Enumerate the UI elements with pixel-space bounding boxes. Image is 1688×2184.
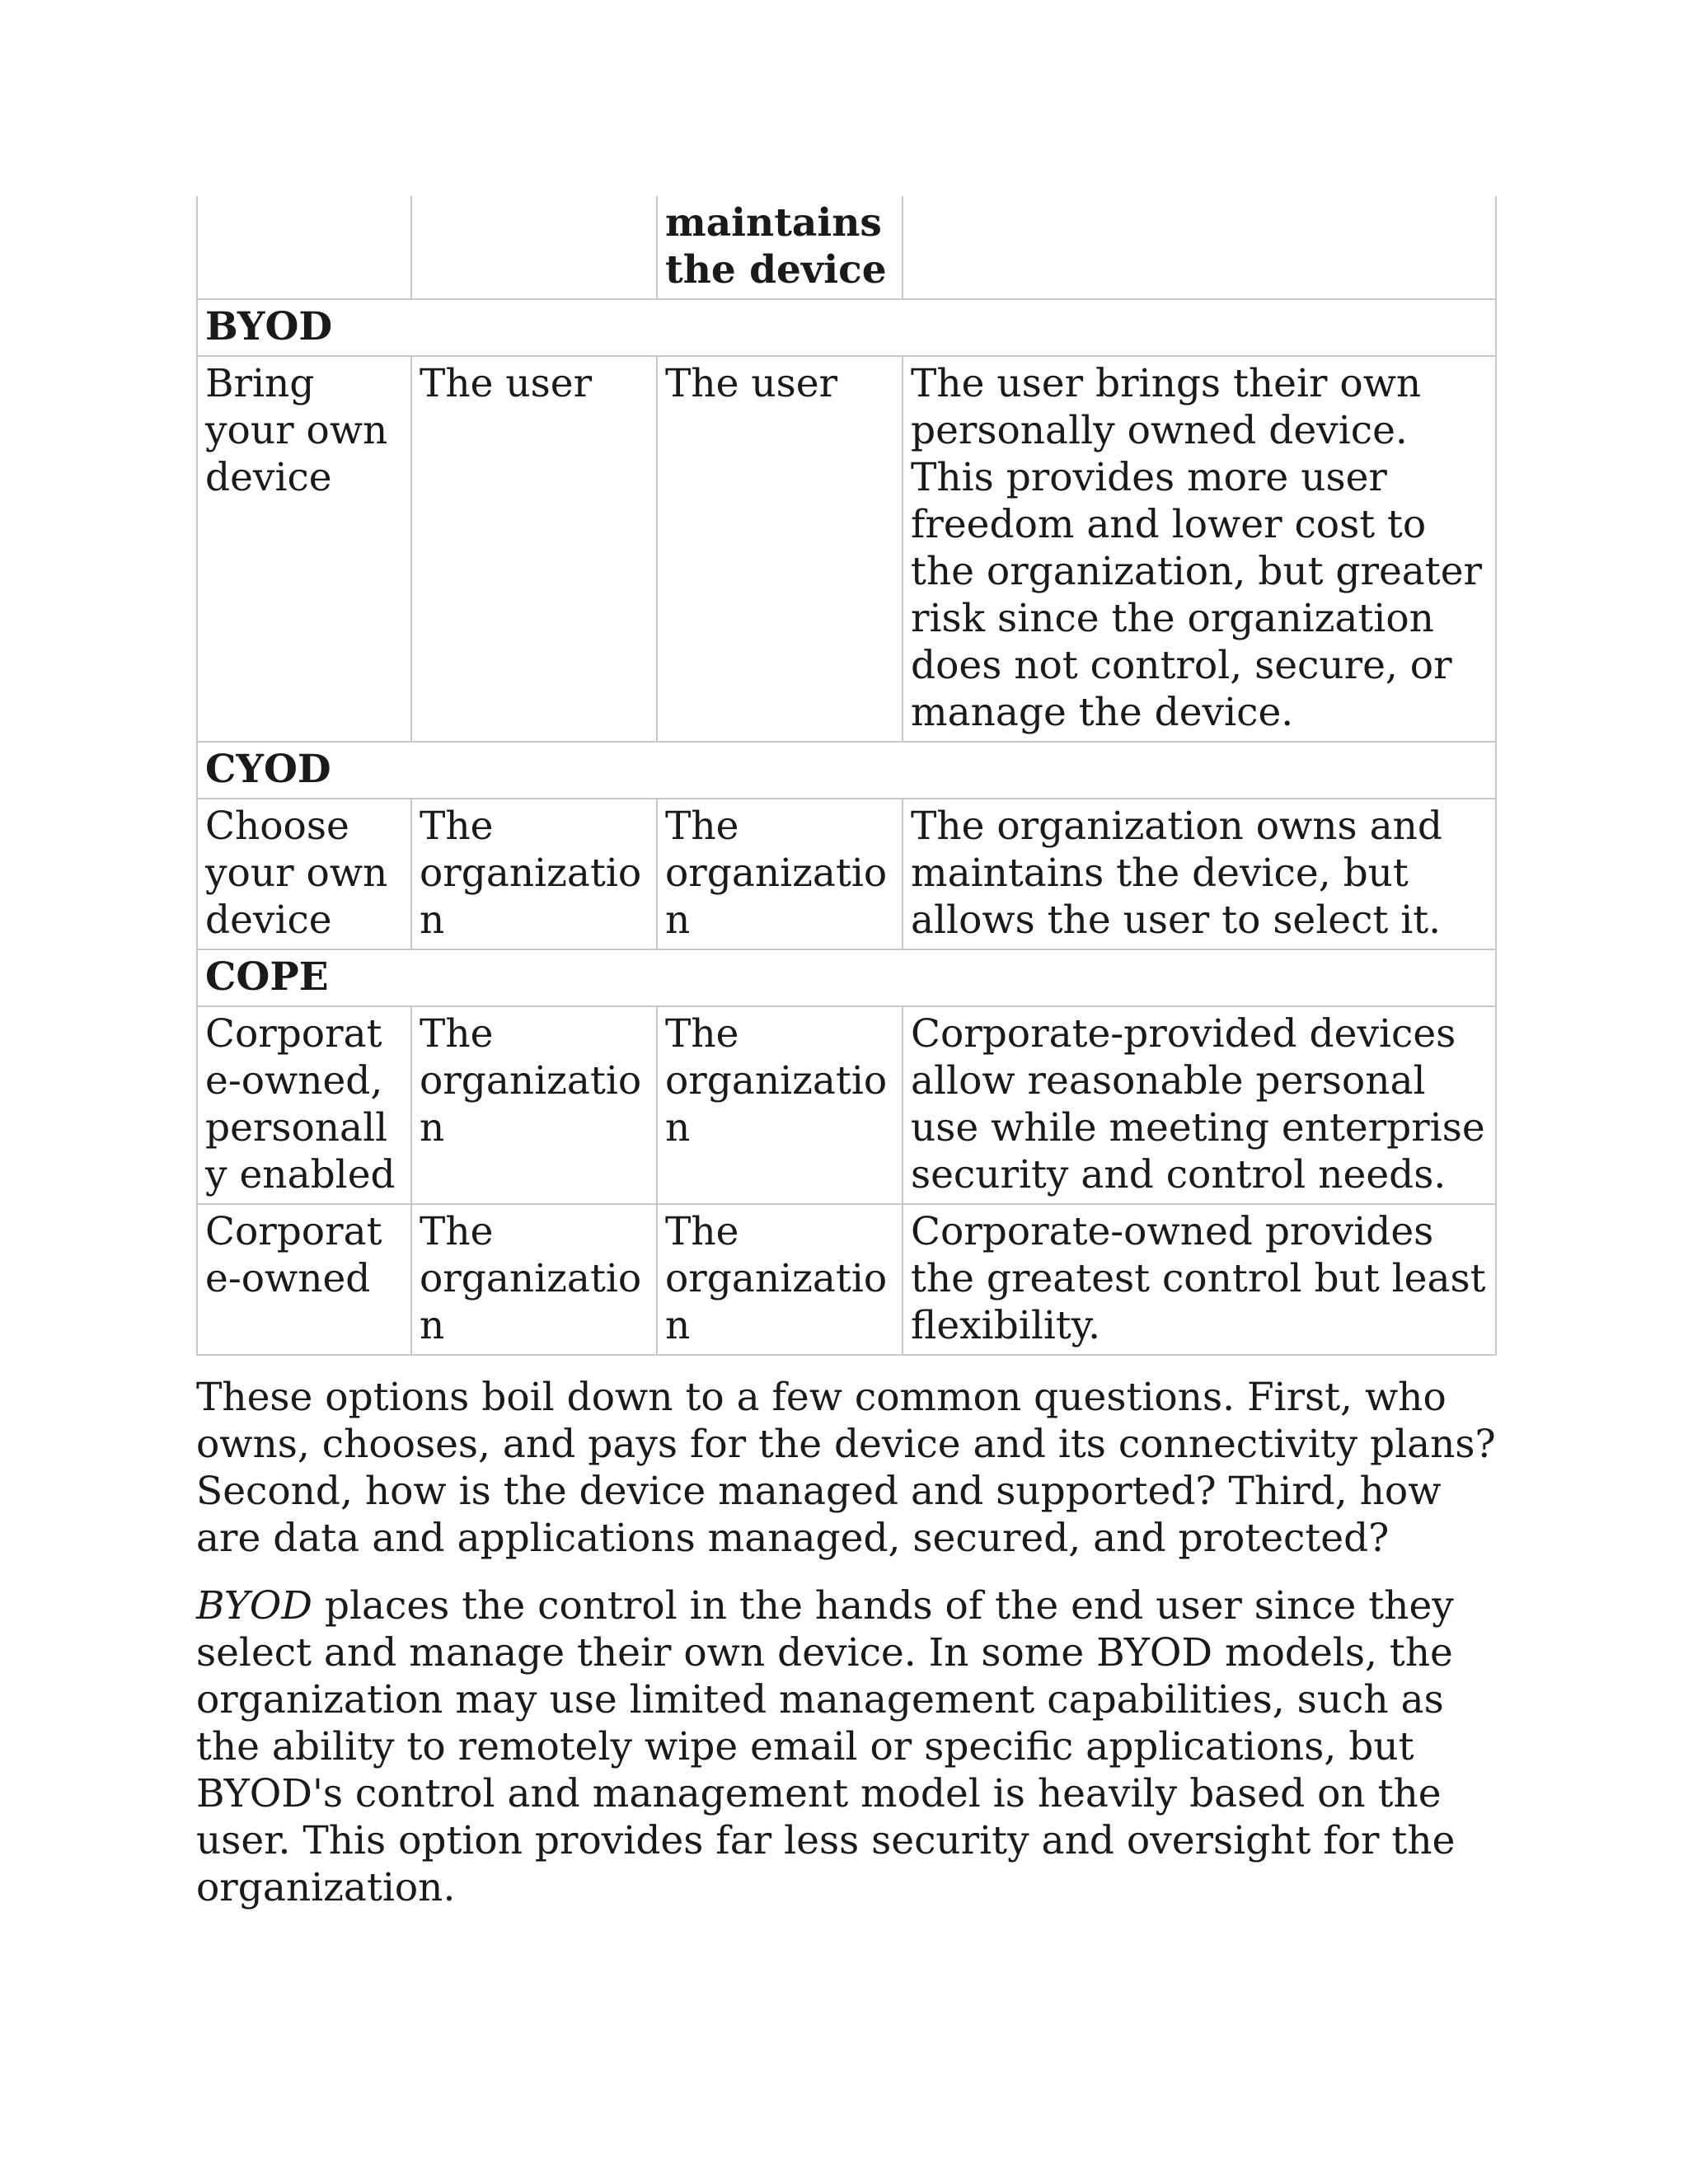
table-cell [197, 196, 411, 299]
header-cell-maintains: maintains the device [657, 196, 903, 299]
description-cell: The organization owns and maintains the device, but allows the user to select it. [903, 799, 1496, 949]
description-cell: The user brings their own personally owned device. This provides more user freedom and lower cost to the organization, but greater risk since the organization does not control, secure, or manage the device. [903, 356, 1496, 742]
table-row [197, 799, 1496, 949]
description-cell: Corporate-owned provides the greatest control but least flexibility. [903, 1204, 1496, 1355]
section-row-byod [197, 299, 1496, 356]
model-name-cell: Choose your own device [197, 799, 411, 949]
maintainer-cell: The user [657, 356, 903, 742]
description-cell: Corporate-provided devices allow reasonable personal use while meeting enterprise security and control needs. [903, 1006, 1496, 1204]
model-name-cell: Corporate-owned [197, 1204, 411, 1355]
section-label-byod: BYOD [197, 299, 1496, 356]
section-row-cope [197, 949, 1496, 1006]
owner-cell: The organization [411, 1006, 657, 1204]
table-row [197, 1204, 1496, 1355]
table-row [197, 356, 1496, 742]
maintainer-cell: The organization [657, 1006, 903, 1204]
section-label-cope: COPE [197, 949, 1496, 1006]
owner-cell: The organization [411, 799, 657, 949]
owner-cell: The user [411, 356, 657, 742]
model-name-cell: Bring your own device [197, 356, 411, 742]
section-row-cyod [197, 742, 1496, 799]
table-cell [411, 196, 657, 299]
body-paragraph-byod [196, 1582, 1498, 1911]
model-name-cell: Corporate-owned, personally enabled [197, 1006, 411, 1204]
body-paragraph-questions: These options boil down to a few common questions. First, who owns, chooses, and pays for the device and its connectivity plans? Second, how is the device managed and supported? Third, how are data and applications managed, secured, and protected? [196, 1375, 1496, 1561]
section-label-cyod: CYOD [197, 742, 1496, 799]
owner-cell: The organization [411, 1204, 657, 1355]
maintainer-cell: The organization [657, 1204, 903, 1355]
device-models-table [196, 196, 1497, 1356]
table-row [197, 1006, 1496, 1204]
byod-emphasis: BYOD [196, 1583, 312, 1629]
document-page [196, 196, 1495, 1911]
maintainer-cell: The organization [657, 799, 903, 949]
byod-paragraph-text: places the control in the hands of the end user since they select and manage their own device. In some BYOD models, the organization may use limited management capabilities, such as the ability to remotely wipe email or specific applications, but BYOD's control and management model is heavily based on the user. This option provides far less security and oversight for the organization. [196, 1583, 1456, 1910]
table-row-continued-header [197, 196, 1496, 299]
table-cell [903, 196, 1496, 299]
